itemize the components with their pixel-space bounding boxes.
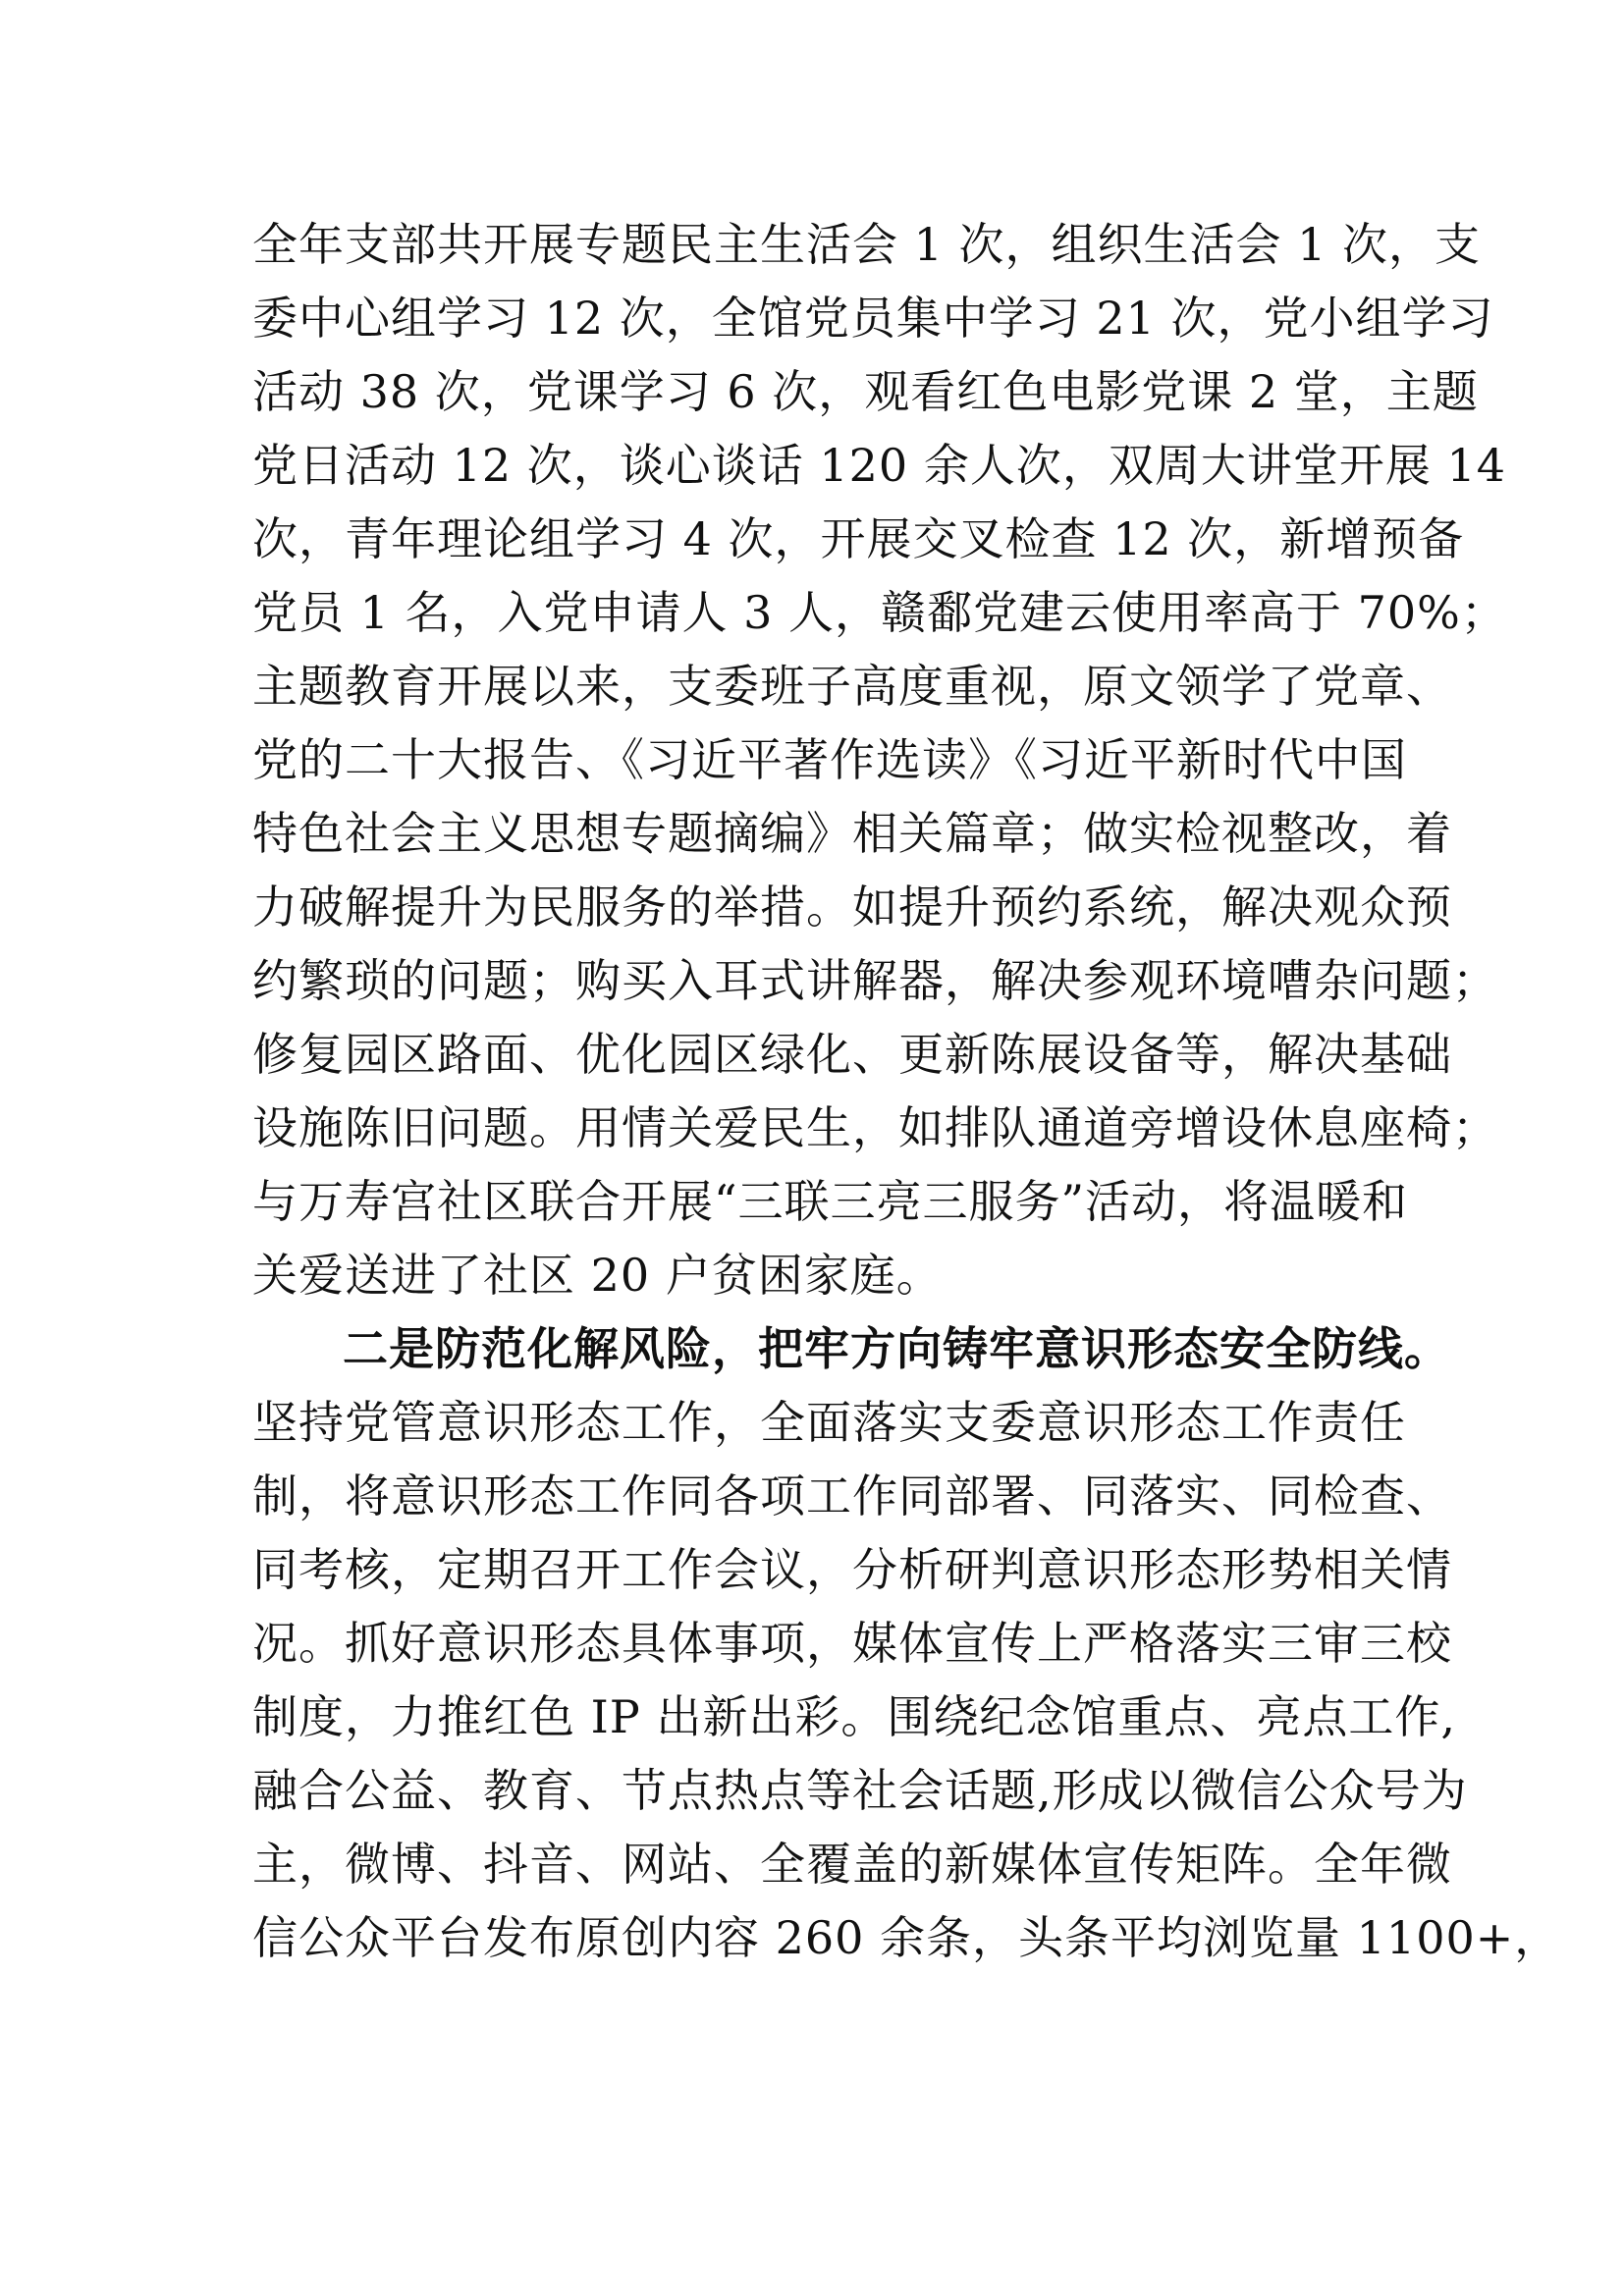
paragraph-line: 次，青年理论组学习 4 次，开展交叉检查 12 次，新增预备 [252, 512, 1465, 565]
paragraph-line: 约繁琐的问题；购买入耳式讲解器，解决参观环境嘈杂问题； [252, 954, 1498, 1007]
paragraph-line: 主题教育开展以来，支委班子高度重视，原文领学了党章、 [252, 660, 1452, 713]
paragraph-line: 主，微博、抖音、网站、全覆盖的新媒体宣传矩阵。全年微 [252, 1838, 1452, 1891]
paragraph-line: 坚持党管意识形态工作，全面落实支委意识形态工作责任 [252, 1396, 1406, 1449]
paragraph-line: 党日活动 12 次，谈心谈话 120 余人次，双周大讲堂开展 14 [252, 439, 1506, 492]
paragraph-line: 与万寿宫社区联合开展“三联三亮三服务”活动，将温暖和 [252, 1175, 1409, 1228]
paragraph-line: 制，将意识形态工作同各项工作同部署、同落实、同检查、 [252, 1469, 1452, 1522]
paragraph-line: 特色社会主义思想专题摘编》相关篇章；做实检视整改，着 [252, 807, 1452, 860]
section-heading: 二是防范化解风险，把牢方向铸牢意识形态安全防线。 [343, 1322, 1450, 1375]
paragraph-line: 委中心组学习 12 次，全馆党员集中学习 21 次，党小组学习 [252, 292, 1494, 345]
paragraph-line: 党员 1 名，入党申请人 3 人，赣鄱党建云使用率高于 70%； [252, 586, 1507, 639]
paragraph-line: 关爱送进了社区 20 户贫困家庭。 [252, 1249, 943, 1302]
paragraph-line: 融合公益、教育、节点热点等社会话题,形成以微信公众号为 [252, 1764, 1468, 1817]
paragraph-line: 制度，力推红色 IP 出新出彩。围绕纪念馆重点、亮点工作, [252, 1690, 1456, 1743]
body-text [252, 208, 1561, 1975]
paragraph-line: 设施陈旧问题。用情关爱民生，如排队通道旁增设休息座椅； [252, 1101, 1498, 1154]
paragraph-line: 全年支部共开展专题民主生活会 1 次，组织生活会 1 次，支 [252, 218, 1482, 271]
paragraph-line: 活动 38 次，党课学习 6 次，观看红色电影党课 2 堂，主题 [252, 365, 1479, 418]
paragraph-line: 同考核，定期召开工作会议，分析研判意识形态形势相关情 [252, 1543, 1452, 1596]
paragraph-line: 党的二十大报告、《习近平著作选读》《习近平新时代中国 [252, 733, 1407, 786]
paragraph-line: 力破解提升为民服务的举措。如提升预约系统，解决观众预 [252, 881, 1452, 934]
paragraph-line: 修复园区路面、优化园区绿化、更新陈展设备等，解决基础 [252, 1028, 1452, 1081]
paragraph-line: 况。抓好意识形态具体事项，媒体宣传上严格落实三审三校 [252, 1617, 1452, 1670]
paragraph-line: 信公众平台发布原创内容 260 余条，头条平均浏览量 1100+， [252, 1911, 1561, 1964]
